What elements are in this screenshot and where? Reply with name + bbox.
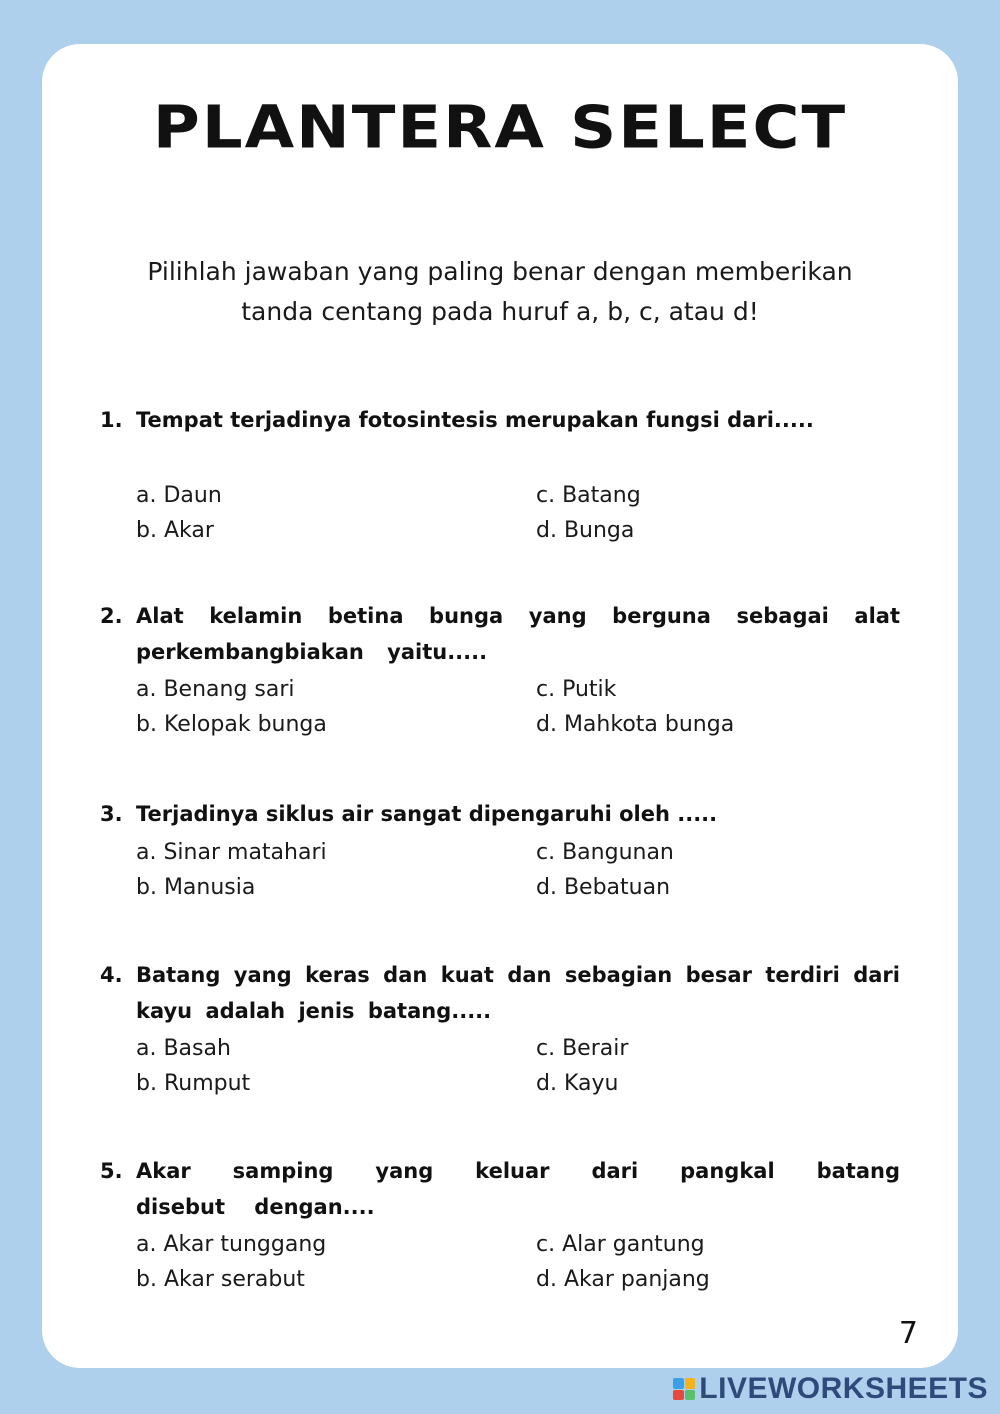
question-4	[100, 957, 900, 1101]
options-grid	[136, 1227, 900, 1297]
options-grid	[136, 835, 900, 905]
options-grid	[136, 672, 900, 742]
question-text: Alat kelamin betina bunga yang berguna sebagai alat perkembangbiakan yaitu.....	[136, 604, 900, 664]
option-c[interactable]: c. Putik	[536, 677, 617, 702]
option-d[interactable]: d. Bunga	[536, 518, 635, 543]
option-c[interactable]: c. Alar gantung	[536, 1232, 705, 1257]
page-number: 7	[898, 1316, 918, 1351]
question-text: Akar samping yang keluar dari pangkal batang disebut dengan....	[136, 1159, 900, 1219]
option-a[interactable]: a. Benang sari	[136, 677, 295, 702]
option-b[interactable]: b. Akar	[136, 518, 214, 543]
option-b[interactable]: b. Manusia	[136, 875, 256, 900]
option-b[interactable]: b. Rumput	[136, 1071, 251, 1096]
option-c[interactable]: c. Berair	[536, 1036, 629, 1061]
question-5	[100, 1153, 900, 1297]
question-number: 5.	[100, 1159, 123, 1183]
option-d[interactable]: d. Akar panjang	[536, 1267, 710, 1292]
option-a[interactable]: a. Daun	[136, 483, 222, 508]
liveworksheets-brand	[673, 1372, 988, 1406]
option-c[interactable]: c. Batang	[536, 483, 641, 508]
question-number: 1.	[100, 408, 123, 432]
question-text: Tempat terjadinya fotosintesis merupakan fungsi dari.....	[136, 408, 814, 432]
question-number: 4.	[100, 963, 123, 987]
question-text: Terjadinya siklus air sangat dipengaruhi oleh .....	[136, 802, 718, 826]
option-a[interactable]: a. Akar tunggang	[136, 1232, 327, 1257]
option-d[interactable]: d. Mahkota bunga	[536, 712, 735, 737]
options-grid	[136, 1031, 900, 1101]
options-grid	[136, 478, 900, 548]
question-2	[100, 598, 900, 742]
question-1	[100, 402, 900, 548]
liveworksheets-logo-icon	[673, 1378, 695, 1400]
option-a[interactable]: a. Sinar matahari	[136, 840, 327, 865]
option-d[interactable]: d. Kayu	[536, 1071, 619, 1096]
option-a[interactable]: a. Basah	[136, 1036, 231, 1061]
question-3	[100, 796, 900, 905]
option-c[interactable]: c. Bangunan	[536, 840, 674, 865]
question-text: Batang yang keras dan kuat dan sebagian besar terdiri dari kayu adalah jenis batang.....	[136, 963, 900, 1023]
question-number: 3.	[100, 802, 123, 826]
brand-name: LIVEWORKSHEETS	[699, 1372, 988, 1405]
option-b[interactable]: b. Kelopak bunga	[136, 712, 327, 737]
page-title: PLANTERA SELECT	[152, 93, 848, 163]
option-b[interactable]: b. Akar serabut	[136, 1267, 305, 1292]
option-d[interactable]: d. Bebatuan	[536, 875, 671, 900]
question-number: 2.	[100, 604, 123, 628]
instruction-text: Pilihlah jawaban yang paling benar dengan memberikan tanda centang pada huruf a, b, c, atau d!	[147, 257, 853, 326]
